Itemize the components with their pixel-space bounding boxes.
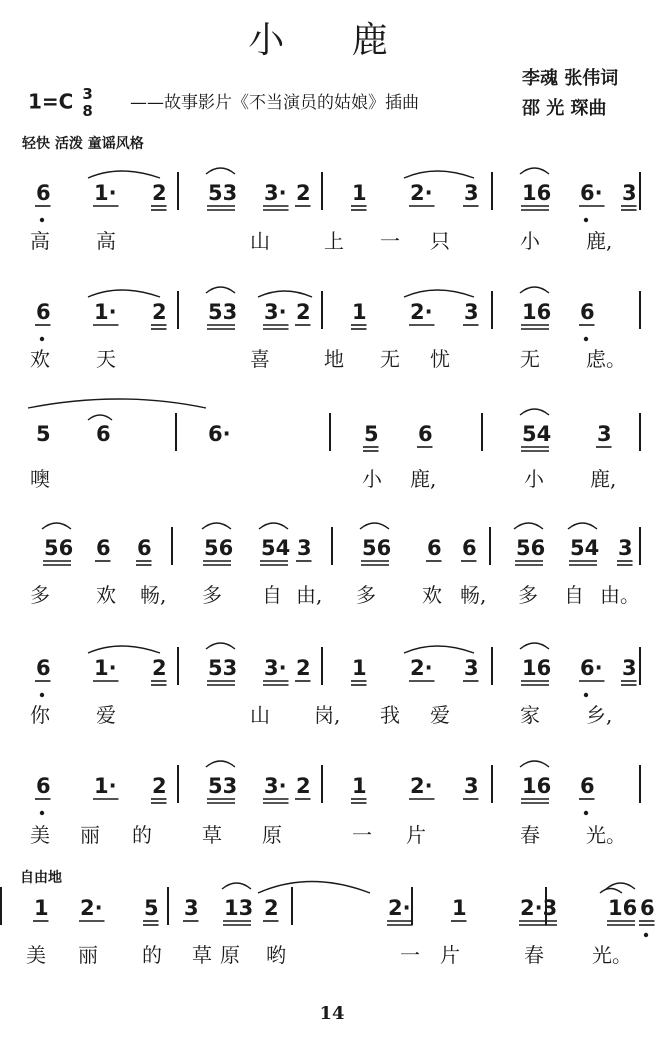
lyric-syllable: 欢 [96, 583, 116, 607]
note: 56 [516, 536, 546, 560]
note: 6· [208, 422, 231, 446]
note: 2 [152, 300, 167, 324]
lyric-syllable: 忧 [430, 347, 450, 371]
lyric-syllable: 丽 [80, 823, 100, 847]
note: 2 [296, 300, 311, 324]
note: 56 [204, 536, 234, 560]
meter-top: 3 [82, 85, 93, 103]
slur [206, 168, 235, 174]
note: 3 [464, 656, 479, 680]
tie [404, 290, 474, 297]
note: 6 [36, 300, 51, 324]
note: 16 [522, 774, 552, 798]
low-octave-dot [40, 337, 44, 341]
lyric-syllable: 片 [406, 823, 426, 847]
note: 5 [36, 422, 51, 446]
note: 1 [352, 300, 367, 324]
low-octave-dot [584, 337, 588, 341]
lyric-syllable: 爱 [430, 703, 450, 727]
lyric-syllable: 鹿, [586, 229, 613, 253]
note: 3· [264, 774, 287, 798]
slur [568, 523, 597, 529]
lyric-syllable: 小 [362, 467, 382, 491]
slur [259, 523, 288, 529]
tie [258, 882, 370, 894]
slur [514, 523, 543, 529]
lyric-syllable: 爱 [96, 703, 116, 727]
note: 56 [44, 536, 74, 560]
lyric-syllable: 哟 [266, 943, 286, 967]
lyric-syllable: 草 [202, 823, 222, 847]
lyric-syllable: 小 [524, 467, 544, 491]
note: 2 [152, 656, 167, 680]
lyric-syllable: 一 [380, 229, 400, 253]
note: 5 [364, 422, 379, 446]
lyric-syllable: 春 [524, 943, 544, 967]
lyric-syllable: 你 [30, 703, 50, 727]
lyric-syllable: 的 [132, 823, 152, 847]
lyric-syllable: 片 [440, 943, 460, 967]
note: 5 [144, 896, 159, 920]
lyric-syllable: 虑。 [586, 347, 626, 371]
tie [258, 291, 312, 297]
note: 2· [410, 181, 433, 205]
note: 53 [208, 774, 238, 798]
note: 54 [261, 536, 291, 560]
slur [520, 761, 549, 767]
note: 3· [264, 181, 287, 205]
low-octave-dot [40, 218, 44, 222]
note: 56 [362, 536, 392, 560]
lyric-syllable: 原 [220, 943, 240, 967]
lyric-syllable: 美 [30, 823, 50, 847]
note: 6 [36, 774, 51, 798]
note: 1· [94, 181, 117, 205]
lyric-syllable: 多 [518, 583, 538, 607]
low-octave-dot [40, 693, 44, 697]
lyric-syllable: 自 [262, 583, 282, 607]
note: 3 [597, 422, 612, 446]
lyric-syllable: 由。 [600, 583, 640, 607]
note: 2 [152, 774, 167, 798]
slur [202, 523, 231, 529]
note: 1 [352, 656, 367, 680]
low-octave-dot [644, 933, 648, 937]
slur [206, 761, 235, 767]
lyric-syllable: 畅, [460, 583, 487, 607]
lyric-syllable: 我 [380, 703, 400, 727]
lyric-syllable: 多 [30, 583, 50, 607]
note: 3· [264, 656, 287, 680]
lyric-syllable: 畅, [140, 583, 167, 607]
lyric-syllable: 一 [400, 943, 420, 967]
note: 16 [522, 300, 552, 324]
lyric-syllable: 多 [202, 583, 222, 607]
note: 1 [352, 774, 367, 798]
free-tempo-marking: 自由地 [20, 870, 62, 886]
lyric-syllable: 山 [250, 703, 270, 727]
lyric-syllable: 喜 [250, 347, 270, 371]
note: 6 [36, 181, 51, 205]
slur [520, 168, 549, 174]
meter-bottom: 8 [82, 102, 93, 120]
note: 54 [522, 422, 552, 446]
note: 2 [152, 181, 167, 205]
note: 53 [208, 656, 238, 680]
lyric-syllable: 上 [324, 229, 344, 253]
lyric-syllable: 由, [296, 583, 323, 607]
song-subtitle: ——故事影片《不当演员的姑娘》插曲 [130, 93, 419, 113]
note: 13 [224, 896, 254, 920]
note: 6 [640, 896, 655, 920]
note: 1 [452, 896, 467, 920]
lyric-syllable: 噢 [30, 467, 50, 491]
note: 6 [96, 422, 111, 446]
note: 3 [622, 181, 637, 205]
page-number: 14 [319, 1003, 345, 1024]
lyric-syllable: 只 [430, 229, 450, 253]
slur [222, 883, 251, 889]
lyric-syllable: 高 [96, 229, 116, 253]
note: 6 [96, 536, 111, 560]
note: 1 [34, 896, 49, 920]
note: 3 [297, 536, 312, 560]
low-octave-dot [584, 693, 588, 697]
note: 2 [296, 181, 311, 205]
fermata [600, 889, 622, 894]
song-title: 小 鹿 [248, 20, 416, 61]
note: 6 [427, 536, 442, 560]
lyric-syllable: 高 [30, 229, 50, 253]
lyric-syllable: 美 [26, 943, 46, 967]
lyric-syllable: 山 [250, 229, 270, 253]
note: 3 [464, 300, 479, 324]
note: 6 [137, 536, 152, 560]
note: 1· [94, 656, 117, 680]
low-octave-dot [584, 811, 588, 815]
note: 53 [208, 181, 238, 205]
lyric-syllable: 无 [380, 347, 400, 371]
note: 6· [580, 181, 603, 205]
lyric-syllable: 丽 [78, 943, 98, 967]
tie [88, 646, 160, 653]
note: 3 [464, 181, 479, 205]
low-octave-dot [40, 811, 44, 815]
note: 3 [184, 896, 199, 920]
note: 16 [608, 896, 638, 920]
note: 3· [264, 300, 287, 324]
note: 2· [410, 300, 433, 324]
lyric-syllable: 岗, [314, 703, 341, 727]
tie [88, 171, 160, 178]
composer-credit: 邵 光 琛曲 [522, 98, 607, 119]
slur [42, 523, 71, 529]
fermata [88, 415, 112, 420]
note: 2· [388, 896, 411, 920]
slur [520, 643, 549, 649]
slur [206, 287, 235, 293]
lyric-syllable: 光。 [586, 823, 626, 847]
lyric-syllable: 多 [356, 583, 376, 607]
slur [520, 409, 549, 415]
lyric-syllable: 鹿, [410, 467, 437, 491]
lyric-syllable: 光。 [592, 943, 632, 967]
note: 6 [418, 422, 433, 446]
lyric-syllable: 一 [352, 823, 372, 847]
lyric-syllable: 地 [324, 347, 344, 371]
note: 16 [522, 181, 552, 205]
note: 54 [570, 536, 600, 560]
low-octave-dot [584, 218, 588, 222]
note: 2· [410, 774, 433, 798]
note: 3 [618, 536, 633, 560]
note: 1· [94, 300, 117, 324]
lyric-syllable: 小 [520, 229, 540, 253]
tie [28, 399, 206, 408]
lyric-syllable: 自 [564, 583, 584, 607]
lyric-syllable: 春 [520, 823, 540, 847]
note: 1 [352, 181, 367, 205]
note: 3 [622, 656, 637, 680]
note: 53 [208, 300, 238, 324]
lyric-syllable: 天 [96, 347, 116, 371]
note: 6 [36, 656, 51, 680]
lyric-syllable: 乡, [586, 703, 613, 727]
note: 6 [462, 536, 477, 560]
slur [520, 287, 549, 293]
key-label: 1=C [28, 89, 74, 114]
note: 2 [296, 774, 311, 798]
note: 3 [464, 774, 479, 798]
note: 2· [410, 656, 433, 680]
note: 6· [580, 656, 603, 680]
lyric-syllable: 鹿, [590, 467, 617, 491]
note: 6 [580, 774, 595, 798]
note: 6 [580, 300, 595, 324]
note: 1· [94, 774, 117, 798]
lyric-syllable: 原 [262, 823, 282, 847]
note: 2 [296, 656, 311, 680]
lyric-syllable: 无 [520, 347, 540, 371]
note: 2· [80, 896, 103, 920]
tie [88, 290, 160, 297]
tempo-marking: 轻快 活泼 童谣风格 [22, 136, 144, 152]
note: 2 [264, 896, 279, 920]
note: 2·3 [520, 896, 558, 920]
note: 16 [522, 656, 552, 680]
tie [404, 171, 474, 178]
lyric-syllable: 欢 [422, 583, 442, 607]
lyricist-credit: 李魂 张伟词 [522, 68, 619, 89]
lyric-syllable: 的 [142, 943, 162, 967]
lyric-syllable: 草 [192, 943, 212, 967]
slur [206, 643, 235, 649]
slur [360, 523, 389, 529]
lyric-syllable: 欢 [30, 347, 50, 371]
lyric-syllable: 家 [520, 703, 540, 727]
tie [404, 646, 474, 653]
